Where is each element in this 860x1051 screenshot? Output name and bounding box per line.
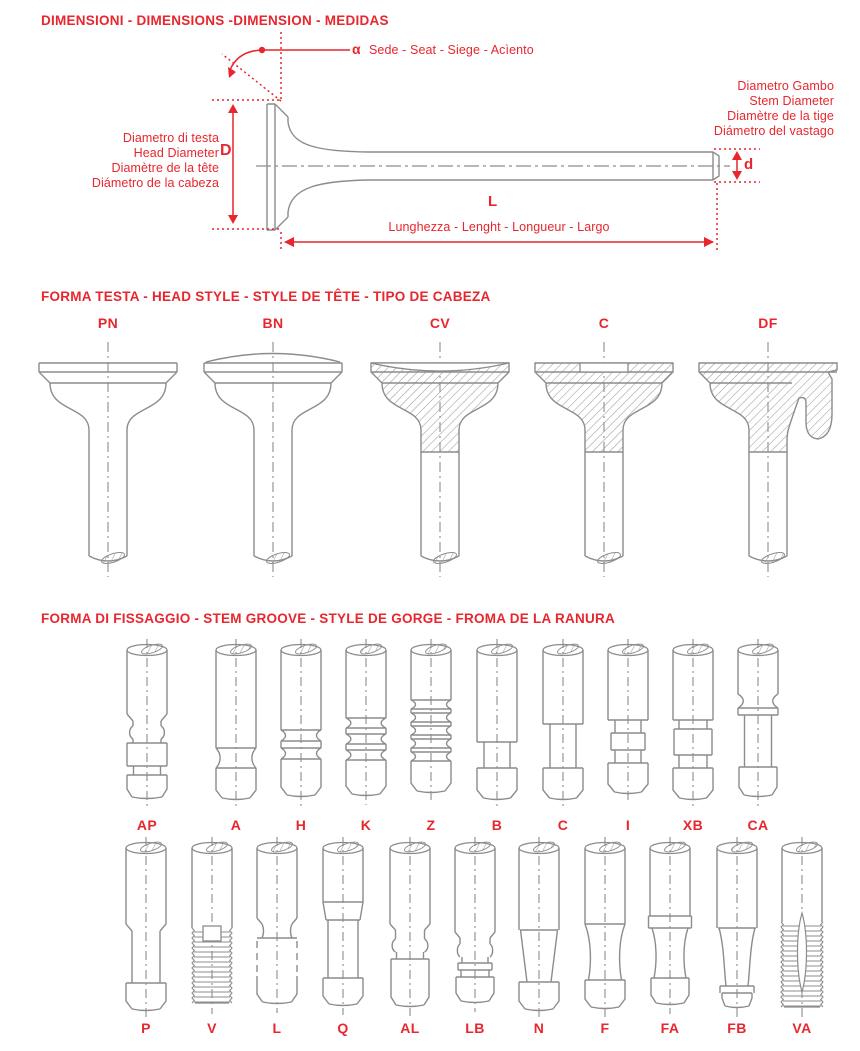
stem-groove-label-v: V [207, 1020, 217, 1036]
head-figure-c [535, 342, 673, 577]
stem-groove-figure-p [126, 837, 166, 1020]
head-figure-cv [371, 342, 509, 577]
head-style-label-pn: PN [97, 315, 119, 331]
stem-groove-figure-xb [673, 639, 713, 809]
length-label: Lunghezza - Lenght - Longueur - Largo [388, 220, 610, 234]
stem-groove-figure-fb [717, 837, 757, 1017]
stem-groove-title: FORMA DI FISSAGGIO - STEM GROOVE - STYLE DE GORGE - FROMA DE LA RANURA [41, 611, 616, 626]
stem-groove-figure-v [192, 837, 232, 1014]
stem-groove-figure-lb [455, 837, 495, 1012]
stem-groove-figure-al [390, 837, 430, 1016]
stem-groove-figure-f [585, 837, 625, 1018]
stem-groove-figure-q [323, 837, 363, 1015]
stem-groove-figure-fa [649, 837, 692, 1014]
dimension-annotations [212, 32, 760, 252]
head-style-label-df: DF [758, 315, 778, 331]
stem-diameter-line: Diametro Gambo [737, 79, 834, 93]
stem-groove-figure-i [608, 639, 648, 803]
stem-groove-label-n: N [533, 1020, 545, 1036]
stem-groove-label-a: A [230, 817, 242, 833]
stem-diameter-label-block [604, 79, 834, 139]
head-diameter-line: Diamètre de la tête [111, 161, 219, 175]
stem-groove-label-l: L [272, 1020, 282, 1036]
head-style-title: FORMA TESTA - HEAD STYLE - STYLE DE TÊTE - TIPO DE CABEZA [41, 289, 491, 304]
stem-groove-figure-ca [738, 639, 778, 806]
stem-groove-label-fa: FA [660, 1020, 680, 1036]
stem-groove-label-b: B [491, 817, 503, 833]
stem-diameter-line: Diamètre de la tige [727, 109, 834, 123]
head-diameter-line: Diametro di testa [122, 131, 219, 145]
stem-groove-label-f: F [600, 1020, 610, 1036]
stem-groove-label-al: AL [400, 1020, 420, 1036]
stem-groove-label-i: I [625, 817, 631, 833]
head-figure-df [699, 342, 837, 577]
seat-label: Sede - Seat - Siege - Acìento [369, 43, 534, 57]
stem-groove-label-fb: FB [727, 1020, 747, 1036]
stem-groove-label-va: VA [792, 1020, 812, 1036]
stem-diameter-line: Stem Diameter [749, 94, 834, 108]
stem-groove-label-p: P [141, 1020, 151, 1036]
stem-groove-label-xb: XB [682, 817, 704, 833]
head-style-label-bn: BN [262, 315, 284, 331]
stem-diameter-symbol: d [744, 156, 754, 173]
stem-groove-label-h: H [295, 817, 307, 833]
stem-groove-label-k: K [360, 817, 372, 833]
stem-groove-figure-h [281, 639, 321, 806]
stem-groove-figure-b [477, 639, 517, 809]
stem-groove-figure-a [216, 639, 256, 809]
head-style-label-c: C [598, 315, 610, 331]
head-diameter-symbol: D [220, 142, 232, 159]
head-figure-bn [204, 342, 342, 577]
seat-angle-symbol: α [352, 41, 361, 57]
head-diameter-line: Head Diameter [133, 146, 219, 160]
stem-groove-figure-l [257, 837, 297, 1013]
stem-groove-label-ca: CA [747, 817, 769, 833]
stem-groove-figure-ap [127, 639, 167, 808]
stem-groove-label-z: Z [426, 817, 436, 833]
stem-groove-label-q: Q [337, 1020, 349, 1036]
head-style-figures [39, 342, 837, 577]
dimensions-title: DIMENSIONI - DIMENSIONS -DIMENSION - MEDIDAS [41, 13, 389, 28]
stem-groove-label-c: C [557, 817, 569, 833]
head-diameter-line: Diámetro de la cabeza [91, 176, 219, 190]
length-symbol: L [488, 193, 498, 210]
stem-groove-figure-va [781, 837, 823, 1018]
stem-groove-label-lb: LB [465, 1020, 485, 1036]
head-figure-pn [39, 342, 177, 577]
stem-groove-figure-n [519, 837, 559, 1020]
stem-groove-figure-c [543, 639, 583, 809]
stem-groove-label-ap: AP [136, 817, 158, 833]
head-diameter-label-block [9, 131, 219, 191]
head-style-label-cv: CV [429, 315, 451, 331]
stem-diameter-line: Diámetro del vastago [713, 124, 834, 138]
stem-groove-figure-k [346, 639, 386, 805]
stem-groove-figure-z [411, 639, 451, 802]
